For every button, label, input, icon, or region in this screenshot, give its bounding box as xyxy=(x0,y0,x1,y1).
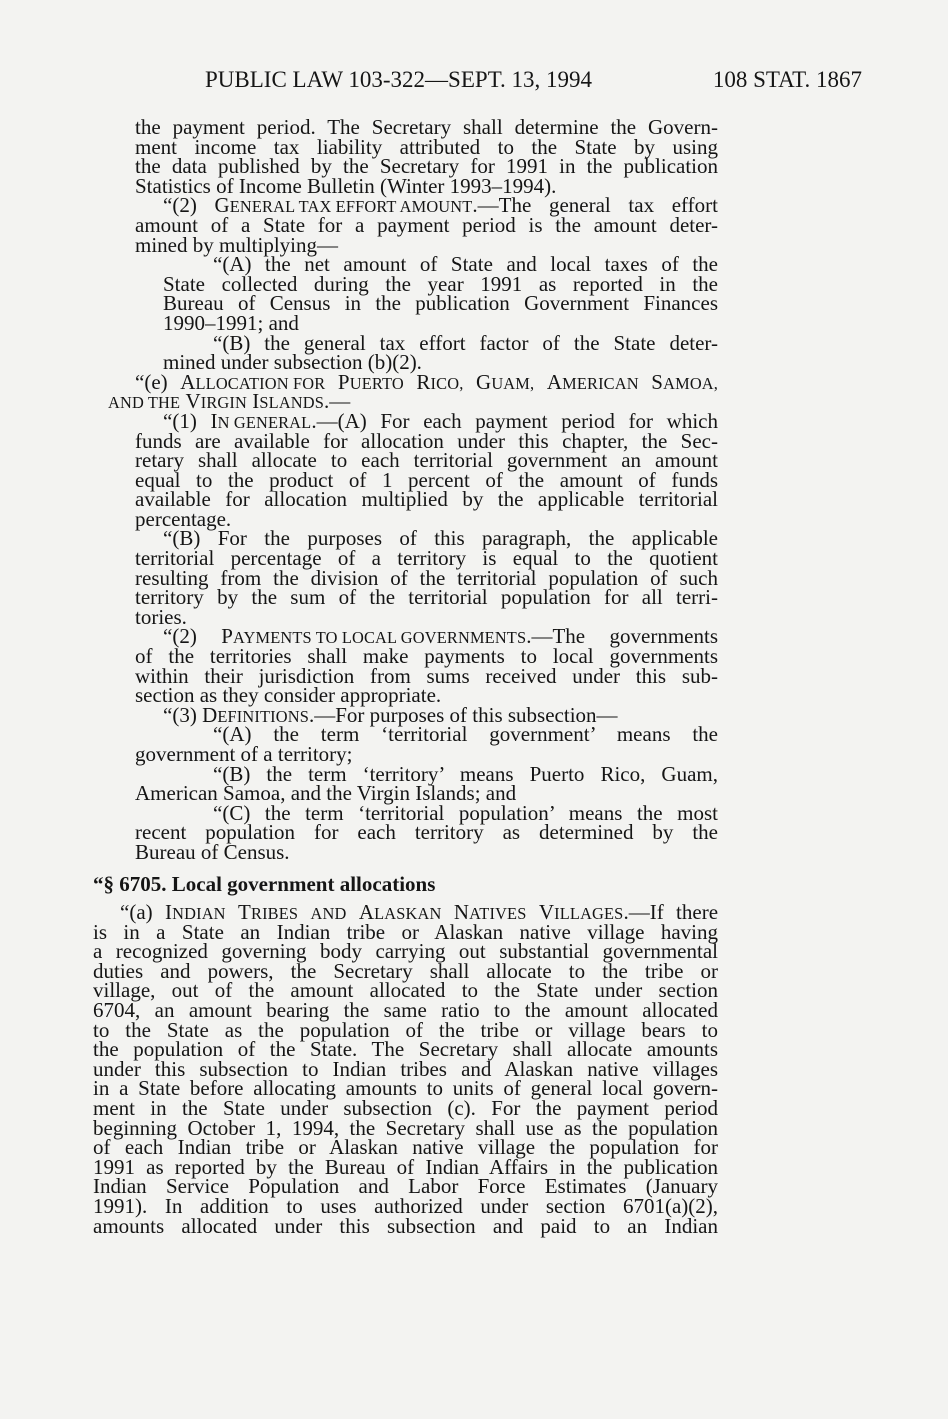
text-line: territorial percentage of a territory is equal to the quotient xyxy=(135,546,718,571)
text-line: ment income tax liability attributed to the State by using xyxy=(135,134,718,159)
section-heading: “§ 6705. Local government allocations xyxy=(93,872,436,896)
paragraph-heading: PAYMENTS TO LOCAL GOVERNMENTS xyxy=(221,624,527,649)
text-line: available for allocation multiplied by the applicable territorial xyxy=(135,487,718,512)
text-line: mined by multiplying— xyxy=(135,232,338,257)
section-6704-text xyxy=(0,115,719,864)
text-line: “(A) the net amount of State and local taxes of the xyxy=(213,252,718,277)
text-line: Bureau of Census in the publication Government Finances xyxy=(163,291,718,316)
paragraph-label: “(2) xyxy=(163,193,215,218)
text-line: “(C) the term ‘territorial population’ means the most xyxy=(213,800,718,825)
text-line: 6704, an amount bearing the same ratio to the amount allocated xyxy=(93,997,718,1022)
text-line: 1991 as reported by the Bureau of Indian Affairs in the publication xyxy=(93,1154,718,1179)
text-line: “(B) the general tax effort factor of the State deter- xyxy=(213,330,718,355)
text-line: “(A) the term ‘territorial government’ means the xyxy=(213,722,718,747)
subsection-heading: VIRGIN xyxy=(185,389,247,414)
subsection-heading: TRIBES xyxy=(238,900,299,924)
text-line: in a State before allocating amounts to units of general local govern- xyxy=(93,1076,718,1101)
text-line: the data published by the Secretary for 1991 in the publication xyxy=(135,154,718,179)
subsection-heading: ALASKAN xyxy=(358,900,442,924)
subsection-label: “(a) xyxy=(120,900,165,924)
text-line: territory by the sum of the territorial population for all terri- xyxy=(135,585,718,610)
text-line: resulting from the division of the territorial population of such xyxy=(135,565,718,590)
text-line: “(B) For the purposes of this paragraph, the applicable xyxy=(163,526,718,551)
text-line: 1991). In addition to uses authorized under section 6701(a)(2), xyxy=(93,1193,718,1218)
subsection-heading: VILLAGES xyxy=(538,900,624,924)
subsection-heading: AMERICAN xyxy=(546,369,639,394)
text-line: village, out of the amount allocated to the State under section xyxy=(93,978,718,1003)
text-line: beginning October 1, 1994, the Secretary shall use as the population xyxy=(93,1115,718,1140)
subsection-heading: NATIVES xyxy=(453,900,527,924)
text-line: of the territories shall make payments to local governments xyxy=(135,644,718,669)
text-line: amount of a State for a payment period is the amount deter- xyxy=(135,212,718,237)
subsection-heading: AND xyxy=(310,904,347,923)
text-run: .—(A) For each payment period for which xyxy=(311,408,718,433)
text-line: Indian Service Population and Labor Force Estimates (January xyxy=(93,1174,718,1199)
text-run: .—The governments xyxy=(526,624,718,649)
text-line: government of a territory; xyxy=(135,742,353,766)
text-line: tories. xyxy=(135,604,187,629)
text-line: within their jurisdiction from sums received under this sub- xyxy=(135,663,718,688)
text-line: Statistics of Income Bulletin (Winter 1993–1994). xyxy=(135,173,557,198)
text-line: “(B) the term ‘territory’ means Puerto Rico, Guam, xyxy=(213,761,718,786)
text-line: amounts allocated under this subsection and paid to an Indian xyxy=(93,1213,718,1238)
text-line: a recognized governing body carrying out substantial governmental xyxy=(93,939,718,964)
subsection-heading: INDIAN xyxy=(164,900,226,924)
text-line: retary shall allocate to each territorial government an amount xyxy=(135,448,718,473)
text-run: .—The general tax effort xyxy=(472,193,718,218)
text-line: the population of the State. The Secretary shall allocate amounts xyxy=(93,1037,718,1062)
text-line: funds are available for allocation under this chapter, the Sec- xyxy=(135,428,718,453)
section-6705-text xyxy=(0,900,719,1238)
text-line xyxy=(135,369,719,394)
text-line: duties and powers, the Secretary shall allocate to the tribe or xyxy=(93,958,718,983)
text-line: 1990–1991; and xyxy=(163,310,299,335)
subsection-heading: GUAM, xyxy=(476,369,535,394)
text-line: of each Indian tribe or Alaskan native village the population for xyxy=(93,1135,718,1160)
subsection-heading: SAMOA, xyxy=(651,369,719,394)
text-line: to the State as the population of the tribe or village bears to xyxy=(93,1017,718,1042)
text-line: the payment period. The Secretary shall determine the Govern- xyxy=(135,115,718,139)
paragraph-label: “(1) xyxy=(163,408,211,433)
paragraph-heading: IN GENERAL xyxy=(210,408,312,433)
text-line: section as they consider appropriate. xyxy=(135,683,442,708)
text-line: ment in the State under subsection (c). For the payment period xyxy=(93,1095,718,1120)
text-line: State collected during the year 1991 as reported in the xyxy=(163,271,718,296)
paragraph-label: “(2) xyxy=(163,624,222,649)
paragraph-label: “(3) xyxy=(163,702,203,727)
stat-page-number: 108 STAT. 1867 xyxy=(712,67,862,92)
subsection-label: “(e) xyxy=(135,369,181,394)
subsection-heading: PUERTO xyxy=(337,369,404,394)
paragraph-heading: GENERAL TAX EFFORT AMOUNT xyxy=(214,193,473,218)
text-line: Bureau of Census. xyxy=(135,839,290,864)
running-head-title: PUBLIC LAW 103-322—SEPT. 13, 1994 xyxy=(205,67,593,92)
text-line: percentage. xyxy=(135,506,232,531)
text-line: mined under subsection (b)(2). xyxy=(163,350,422,375)
subsection-heading: AND THE xyxy=(108,393,181,413)
subsection-heading: RICO, xyxy=(416,369,464,394)
text-line: equal to the product of 1 percent of the amount of funds xyxy=(135,467,718,492)
text-line: American Samoa, and the Virgin Islands; and xyxy=(135,781,517,806)
text-run: .—For purposes of this subsection— xyxy=(308,702,618,727)
subsection-heading: ALLOCATION FOR xyxy=(180,369,326,394)
subsection-heading: ISLANDS xyxy=(252,389,325,414)
text-line: under this subsection to Indian tribes and Alaskan native villages xyxy=(93,1056,718,1081)
text-line: recent population for each territory as determined by the xyxy=(135,820,718,845)
text-line: is in a State an Indian tribe or Alaskan native village having xyxy=(93,919,718,944)
paragraph-heading: DEFINITIONS xyxy=(202,702,309,727)
text-run: .—If there xyxy=(623,900,719,924)
text-run: .— xyxy=(324,389,351,414)
